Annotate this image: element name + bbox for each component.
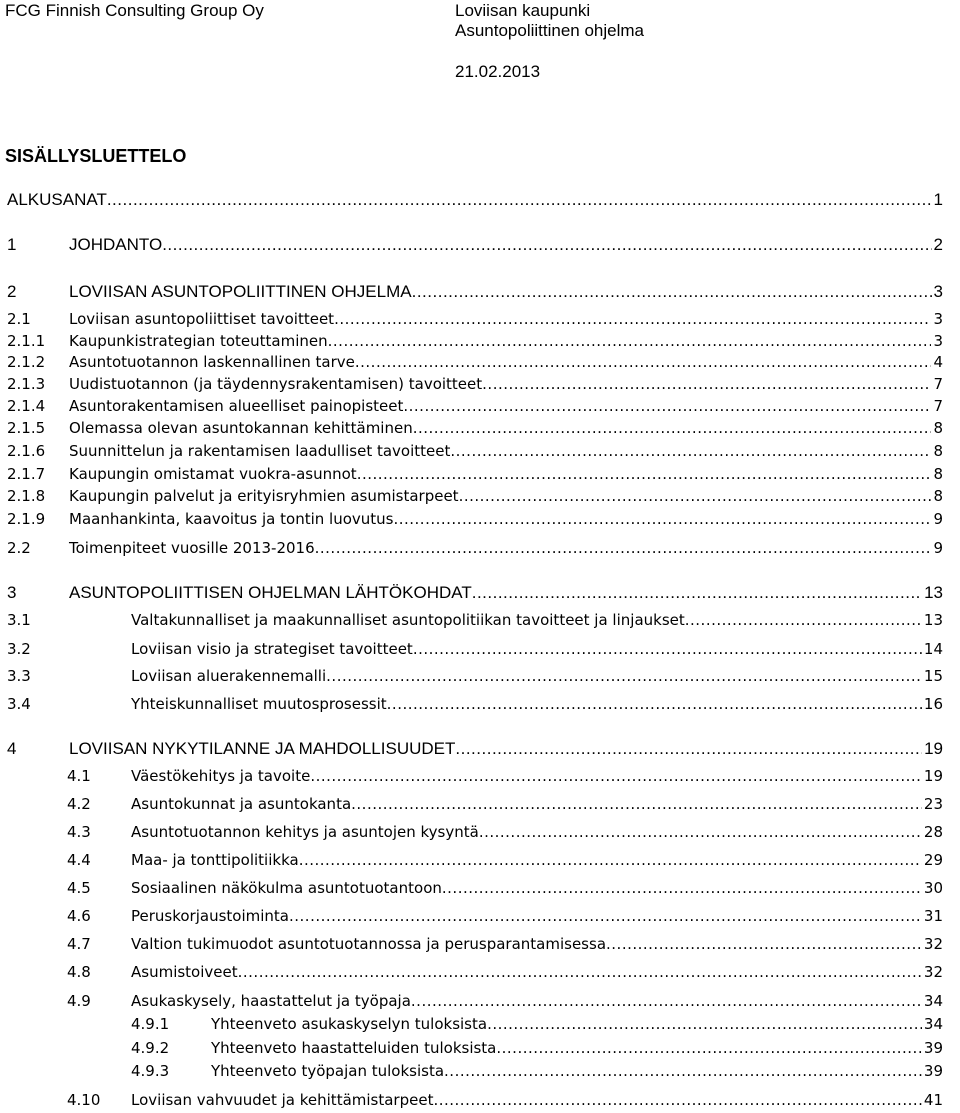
toc-entry-page: 19 xyxy=(923,767,943,785)
toc-entry-number: 2 xyxy=(7,282,17,301)
toc-entry[interactable] xyxy=(67,823,943,845)
toc-entry-number: 4 xyxy=(7,739,17,758)
toc-entry[interactable] xyxy=(7,640,943,662)
toc-entry-page: 3 xyxy=(933,332,943,350)
toc-entry-title: Toimenpiteet vuosille 2013-2016 xyxy=(69,539,315,557)
toc-entry-page: 28 xyxy=(923,823,943,841)
toc-entry[interactable] xyxy=(67,935,943,957)
toc-entry-page: 8 xyxy=(933,442,943,460)
toc-entry[interactable] xyxy=(67,1091,943,1113)
toc-entry[interactable] xyxy=(7,310,943,332)
toc-entry-number: 2.1.1 xyxy=(7,332,46,350)
toc-entry-title: LOVIISAN NYKYTILANNE JA MAHDOLLISUUDET xyxy=(69,739,456,758)
toc-entry[interactable] xyxy=(67,907,943,929)
toc-entry-page: 14 xyxy=(923,640,943,658)
toc-dot-leader xyxy=(355,353,932,371)
toc-entry[interactable] xyxy=(7,739,943,761)
toc-entry-page: 39 xyxy=(923,1062,943,1080)
toc-entry-page: 32 xyxy=(923,963,943,981)
toc-entry-number: 2.1.4 xyxy=(7,397,46,415)
toc-entry-page: 8 xyxy=(933,487,943,505)
toc-entry-number: 4.6 xyxy=(67,907,91,925)
toc-dot-leader xyxy=(450,442,931,460)
toc-entry-page: 29 xyxy=(923,851,943,869)
header-program: Asuntopoliittinen ohjelma xyxy=(455,21,645,40)
toc-entry[interactable] xyxy=(7,397,943,419)
toc-entry-title: Peruskorjaustoiminta xyxy=(131,907,289,925)
toc-dot-leader xyxy=(310,767,922,785)
toc-dot-leader xyxy=(411,992,922,1010)
toc-entry[interactable] xyxy=(7,465,943,487)
toc-dot-leader xyxy=(685,611,922,629)
toc-entry-title: Asuntotuotannon kehitys ja asuntojen kysyntä xyxy=(131,823,479,841)
toc-entry-number: 2.1.3 xyxy=(7,375,46,393)
toc-entry-title: Väestökehitys ja tavoite xyxy=(131,767,311,785)
toc-entry-page: 7 xyxy=(933,397,943,415)
toc-entry[interactable] xyxy=(7,487,943,509)
toc-entry-title: Maanhankinta, kaavoitus ja tontin luovutus xyxy=(69,510,394,528)
toc-entry[interactable] xyxy=(7,611,943,633)
toc-entry-number: 4.5 xyxy=(67,879,91,897)
toc-dot-leader xyxy=(496,1039,922,1057)
toc-dot-leader xyxy=(299,851,922,869)
toc-entry-number: 3.4 xyxy=(7,695,31,713)
toc-entry-number: 1 xyxy=(7,235,17,254)
toc-entry-page: 34 xyxy=(923,1015,943,1033)
toc-entry-number: 4.9.3 xyxy=(131,1062,170,1080)
toc-entry-title: Yhteenveto asukaskyselyn tuloksista xyxy=(211,1015,488,1033)
toc-entry-page: 3 xyxy=(933,310,943,328)
toc-entry[interactable] xyxy=(7,282,943,304)
toc-entry-page: 4 xyxy=(933,353,943,371)
toc-entry-number: 4.1 xyxy=(67,767,91,785)
toc-entry-page: 8 xyxy=(933,419,943,437)
toc-entry-page: 31 xyxy=(923,907,943,925)
toc-dot-leader xyxy=(289,907,922,925)
toc-entry-number: 4.4 xyxy=(67,851,91,869)
header-company: FCG Finnish Consulting Group Oy xyxy=(5,1,264,20)
toc-dot-leader xyxy=(479,823,922,841)
toc-dot-leader xyxy=(487,1015,922,1033)
toc-entry[interactable] xyxy=(67,879,943,901)
toc-entry[interactable] xyxy=(131,1039,943,1061)
toc-entry[interactable] xyxy=(67,795,943,817)
toc-entry-number: 3.3 xyxy=(7,667,31,685)
toc-entry-number: 2.1.5 xyxy=(7,419,46,437)
toc-dot-leader xyxy=(482,375,931,393)
toc-entry-page: 39 xyxy=(923,1039,943,1057)
toc-entry[interactable] xyxy=(7,667,943,689)
toc-entry-title: Kaupunkistrategian toteuttaminen xyxy=(69,332,328,350)
header-client: Loviisan kaupunki xyxy=(455,1,591,20)
toc-entry-title: Yhteiskunnalliset muutosprosessit xyxy=(131,695,387,713)
toc-entry-number: 2.1.8 xyxy=(7,487,46,505)
toc-entry[interactable] xyxy=(67,851,943,873)
toc-entry-title: Loviisan vahvuudet ja kehittämistarpeet xyxy=(131,1091,434,1109)
toc-entry-page: 9 xyxy=(933,539,943,557)
toc-entry[interactable] xyxy=(7,510,943,532)
toc-entry-number: 4.9.1 xyxy=(131,1015,170,1033)
toc-entry-page: 9 xyxy=(933,510,943,528)
toc-dot-leader xyxy=(412,282,932,302)
toc-dot-leader xyxy=(326,667,922,685)
toc-entry[interactable] xyxy=(7,442,943,464)
toc-entry-number: 4.10 xyxy=(67,1091,101,1109)
toc-dot-leader xyxy=(403,397,931,415)
toc-entry[interactable] xyxy=(7,539,943,561)
toc-entry-title: Valtakunnalliset ja maakunnalliset asuntopolitiikan tavoitteet ja linjaukset xyxy=(131,611,685,629)
toc-entry-title: Kaupungin omistamat vuokra-asunnot xyxy=(69,465,357,483)
toc-entry[interactable] xyxy=(7,353,943,375)
toc-dot-leader xyxy=(455,739,922,759)
toc-entry-page: 32 xyxy=(923,935,943,953)
toc-dot-leader xyxy=(606,935,922,953)
toc-dot-leader xyxy=(442,879,922,897)
toc-entry-number: 4.9.2 xyxy=(131,1039,170,1057)
toc-entry[interactable] xyxy=(131,1062,943,1084)
toc-dot-leader xyxy=(387,695,922,713)
toc-entry-number: 4.2 xyxy=(67,795,91,813)
toc-dot-leader xyxy=(351,795,922,813)
toc-entry[interactable] xyxy=(7,419,943,441)
toc-entry-page: 41 xyxy=(923,1091,943,1109)
toc-entry-title: Maa- ja tonttipolitiikka xyxy=(131,851,299,869)
toc-dot-leader xyxy=(444,1062,922,1080)
toc-entry-number: 3.2 xyxy=(7,640,31,658)
toc-entry-page: 1 xyxy=(933,190,943,209)
toc-entry-number: 2.1.2 xyxy=(7,353,46,371)
toc-entry-number: 4.9 xyxy=(67,992,91,1010)
toc-entry[interactable] xyxy=(7,375,943,397)
toc-entry[interactable] xyxy=(7,190,943,212)
toc-dot-leader xyxy=(238,963,922,981)
toc-entry-page: 13 xyxy=(924,583,943,602)
toc-entry-title: Loviisan visio ja strategiset tavoitteet xyxy=(131,640,413,658)
toc-entry-number: 2.1.7 xyxy=(7,465,46,483)
toc-dot-leader xyxy=(472,583,922,603)
toc-entry-number: 4.7 xyxy=(67,935,91,953)
toc-dot-leader xyxy=(459,487,932,505)
toc-entry-page: 13 xyxy=(923,611,943,629)
toc-entry-page: 34 xyxy=(923,992,943,1010)
toc-entry-page: 7 xyxy=(933,375,943,393)
toc-dot-leader xyxy=(433,1091,921,1109)
toc-entry-page: 8 xyxy=(933,465,943,483)
toc-entry-title: ALKUSANAT xyxy=(7,190,107,209)
toc-entry-title: Asukaskysely, haastattelut ja työpaja xyxy=(131,992,411,1010)
toc-entry-title: JOHDANTO xyxy=(69,235,163,254)
toc-entry-title: Asumistoiveet xyxy=(131,963,238,981)
toc-entry-title: Yhteenveto työpajan tuloksista xyxy=(211,1062,445,1080)
toc-entry-page: 16 xyxy=(923,695,943,713)
toc-entry-title: Loviisan asuntopoliittiset tavoitteet xyxy=(69,310,335,328)
toc-entry-title: Asuntorakentamisen alueelliset painopisteet xyxy=(69,397,404,415)
toc-dot-leader xyxy=(162,235,931,255)
toc-entry-number: 3.1 xyxy=(7,611,31,629)
toc-entry-title: Olemassa olevan asuntokannan kehittäminen xyxy=(69,419,413,437)
toc-entry-number: 2.1.9 xyxy=(7,510,46,528)
toc-entry-title: Yhteenveto haastatteluiden tuloksista xyxy=(211,1039,497,1057)
toc-entry-number: 3 xyxy=(7,583,17,602)
toc-entry-number: 2.1 xyxy=(7,310,31,328)
toc-entry-title: Sosiaalinen näkökulma asuntotuotantoon xyxy=(131,879,442,897)
toc-entry-page: 30 xyxy=(923,879,943,897)
toc-entry-number: 4.3 xyxy=(67,823,91,841)
toc-entry-title: Asuntokunnat ja asuntokanta xyxy=(131,795,352,813)
toc-dot-leader xyxy=(315,539,932,557)
header-date: 21.02.2013 xyxy=(455,62,541,81)
toc-entry-page: 19 xyxy=(924,739,943,758)
toc-entry-number: 2.2 xyxy=(7,539,31,557)
toc-entry-title: Uudistuotannon (ja täydennysrakentamisen) tavoitteet xyxy=(69,375,483,393)
toc-dot-leader xyxy=(413,419,932,437)
toc-entry[interactable] xyxy=(67,963,943,985)
toc-entry[interactable] xyxy=(131,1015,943,1037)
toc-entry[interactable] xyxy=(7,332,943,354)
toc-entry-title: ASUNTOPOLIITTISEN OHJELMAN LÄHTÖKOHDAT xyxy=(69,583,472,602)
toc-entry-page: 23 xyxy=(923,795,943,813)
toc-entry-title: Valtion tukimuodot asuntotuotannossa ja perusparantamisessa xyxy=(131,935,607,953)
toc-entry-page: 3 xyxy=(933,282,943,301)
toc-dot-leader xyxy=(328,332,932,350)
toc-dot-leader xyxy=(393,510,931,528)
toc-dot-leader xyxy=(107,190,932,210)
toc-dot-leader xyxy=(357,465,932,483)
toc-entry[interactable] xyxy=(7,583,943,605)
toc-entry-page: 2 xyxy=(933,235,943,254)
toc-entry[interactable] xyxy=(7,695,943,717)
toc-entry[interactable] xyxy=(67,992,943,1014)
toc-entry-title: Kaupungin palvelut ja erityisryhmien asumistarpeet xyxy=(69,487,459,505)
toc-entry[interactable] xyxy=(67,767,943,789)
toc-entry-number: 4.8 xyxy=(67,963,91,981)
toc-entry-title: Suunnittelun ja rakentamisen laadulliset tavoitteet xyxy=(69,442,451,460)
toc-entry-page: 15 xyxy=(923,667,943,685)
toc-entry[interactable] xyxy=(7,235,943,257)
toc-title: SISÄLLYSLUETTELO xyxy=(5,146,187,166)
toc-entry-number: 2.1.6 xyxy=(7,442,46,460)
toc-dot-leader xyxy=(334,310,931,328)
toc-entry-title: Asuntotuotannon laskennallinen tarve xyxy=(69,353,355,371)
toc-entry-title: LOVIISAN ASUNTOPOLIITTINEN OHJELMA xyxy=(69,282,412,301)
toc-entry-title: Loviisan aluerakennemalli xyxy=(131,667,327,685)
toc-dot-leader xyxy=(413,640,922,658)
